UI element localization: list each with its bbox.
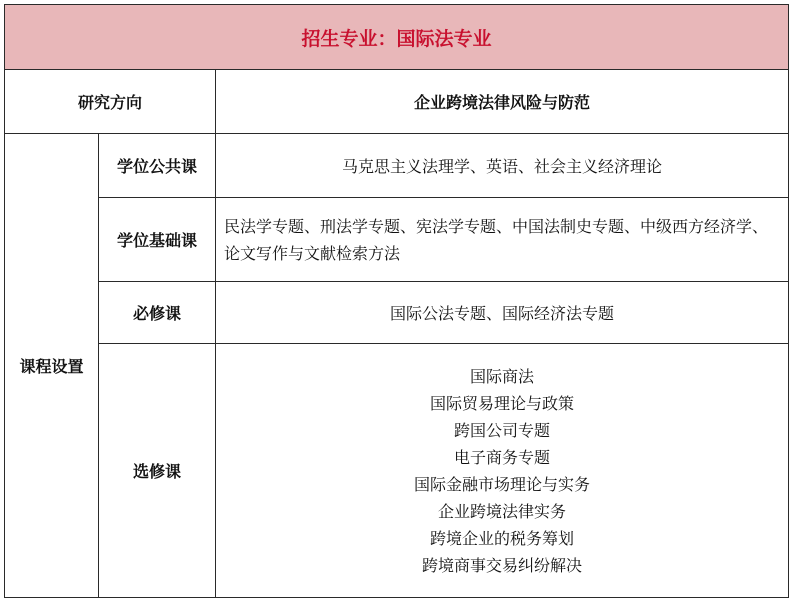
elective-item: 跨境商事交易纠纷解决	[422, 555, 583, 575]
research-label: 研究方向	[5, 70, 216, 134]
elective-item: 企业跨境法律实务	[438, 501, 567, 521]
elective-list	[224, 363, 780, 579]
research-value: 企业跨境法律风险与防范	[216, 70, 789, 134]
course-list: 民法学专题、刑法学专题、宪法学专题、中国法制史专题、中级西方经济学、论文写作与文献检索方法	[216, 198, 789, 282]
course-row-public	[5, 134, 789, 198]
research-row	[5, 70, 789, 134]
elective-item: 国际商法	[470, 366, 535, 386]
elective-item: 国际贸易理论与政策	[430, 393, 575, 413]
elective-item: 国际金融市场理论与实务	[414, 474, 591, 494]
course-type-label: 必修课	[99, 282, 216, 344]
elective-item: 跨境企业的税务筹划	[430, 528, 575, 548]
curriculum-label: 课程设置	[5, 134, 99, 598]
title-row	[5, 5, 789, 70]
course-type-label: 选修课	[99, 344, 216, 598]
course-row-required	[5, 282, 789, 344]
course-type-label: 学位公共课	[99, 134, 216, 198]
course-type-label: 学位基础课	[99, 198, 216, 282]
elective-cell	[216, 344, 789, 598]
elective-item: 跨国公司专题	[454, 420, 551, 440]
program-table	[4, 4, 789, 598]
program-title: 招生专业：国际法专业	[5, 5, 789, 70]
course-row-foundation	[5, 198, 789, 282]
course-list: 国际公法专题、国际经济法专题	[216, 282, 789, 344]
course-row-elective	[5, 344, 789, 598]
elective-item: 电子商务专题	[454, 447, 551, 467]
course-list: 马克思主义法理学、英语、社会主义经济理论	[216, 134, 789, 198]
